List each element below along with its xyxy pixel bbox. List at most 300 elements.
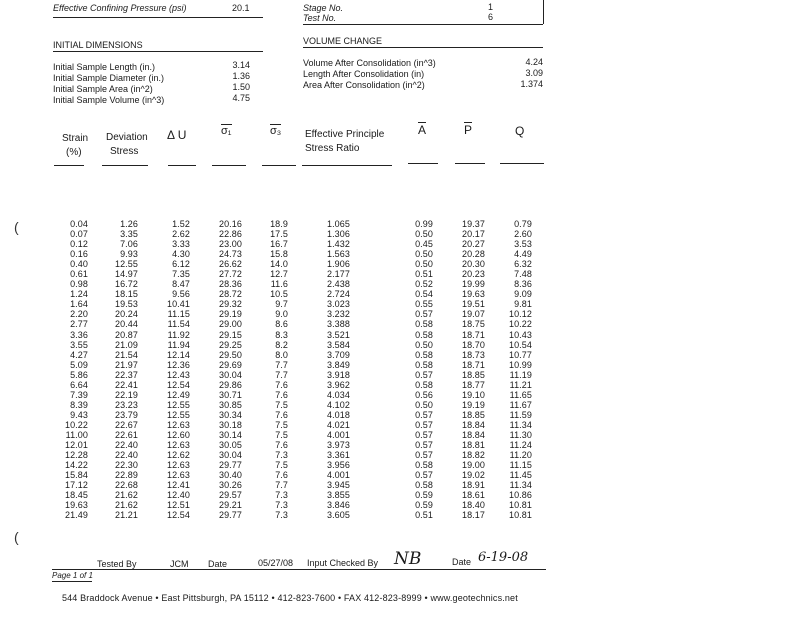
s3-cell: 15.8 [270, 249, 288, 260]
ratio-cell: 3.023 [326, 299, 350, 310]
p-cell: 18.91 [461, 480, 485, 491]
strain-cell: 4.27 [70, 349, 88, 360]
strain-cell: 14.22 [64, 460, 88, 471]
q-column [497, 219, 532, 520]
stage-label: Stage No. [303, 3, 344, 13]
ratio-cell: 3.388 [326, 319, 350, 330]
strain-header-label: Strain [62, 133, 89, 144]
pressure-underline [53, 17, 263, 18]
header-rule [302, 165, 392, 166]
a-cell: 0.50 [415, 399, 433, 410]
p-cell: 18.71 [461, 329, 485, 340]
s1-cell: 28.36 [218, 279, 242, 290]
q-cell: 10.22 [508, 319, 532, 330]
p-cell: 19.07 [461, 309, 485, 320]
ratio-cell: 3.849 [326, 359, 350, 370]
delta-u-header: Δ U [167, 128, 187, 142]
p-cell: 19.37 [461, 219, 485, 229]
s3-cell: 7.5 [275, 429, 288, 440]
q-cell: 11.65 [509, 389, 532, 400]
p-cell: 18.70 [461, 339, 485, 350]
s3-cell: 11.6 [270, 279, 288, 290]
du-cell: 12.54 [166, 510, 190, 521]
strain-cell: 5.86 [70, 369, 88, 380]
a-cell: 0.58 [415, 460, 433, 471]
s3-cell: 7.7 [275, 480, 288, 491]
initial-heading-underline [53, 51, 263, 52]
p-cell: 18.77 [461, 379, 485, 390]
a-cell: 0.57 [415, 309, 433, 320]
volume-value: 1.374 [520, 79, 543, 89]
s3-cell: 7.6 [275, 379, 288, 390]
q-cell: 10.12 [508, 309, 532, 320]
ratio-cell: 3.232 [326, 309, 350, 320]
du-cell: 12.51 [166, 500, 190, 511]
header-box-edge [543, 0, 544, 24]
confining-pressure-label: Effective Confining Pressure (psi) [53, 3, 187, 13]
strain-cell: 3.55 [70, 339, 88, 350]
s3-cell: 14.0 [270, 259, 288, 270]
du-cell: 12.43 [166, 369, 190, 380]
s1-cell: 29.77 [218, 460, 242, 471]
strain-cell: 5.09 [70, 359, 88, 370]
q-cell: 4.49 [514, 249, 532, 260]
ratio-cell: 3.855 [326, 490, 350, 501]
q-cell: 8.36 [514, 279, 532, 290]
deviation-cell: 22.40 [114, 450, 138, 461]
deviation-cell: 22.19 [114, 389, 138, 400]
s1-cell: 30.18 [218, 419, 242, 430]
a-cell: 0.58 [415, 480, 433, 491]
punch-hole-mark: ( [14, 529, 19, 545]
ratio-cell: 3.945 [326, 480, 350, 491]
p-cell: 18.61 [461, 490, 485, 501]
deviation-cell: 12.55 [114, 259, 138, 270]
deviation-cell: 23.79 [114, 409, 138, 420]
du-cell: 8.47 [172, 279, 190, 290]
a-cell: 0.54 [415, 289, 433, 300]
s3-cell: 8.0 [275, 349, 288, 360]
strain-cell: 0.07 [70, 229, 88, 240]
deviation-header [106, 131, 148, 159]
q-cell: 11.24 [509, 440, 532, 451]
q-cell: 10.54 [508, 339, 532, 350]
date-label: Date [208, 559, 228, 569]
strain-cell: 18.45 [64, 490, 88, 501]
tested-by-label: Tested By [97, 559, 137, 569]
header-rule [54, 165, 84, 166]
sigma1-column [208, 219, 242, 520]
q-cell: 10.81 [508, 510, 532, 521]
s1-cell: 23.00 [218, 239, 242, 250]
deviation-cell: 22.30 [114, 460, 138, 471]
deviation-cell: 21.62 [114, 490, 138, 501]
du-cell: 11.94 [167, 339, 190, 350]
a-cell: 0.58 [415, 359, 433, 370]
deviation-cell: 7.06 [120, 239, 138, 250]
strain-cell: 0.40 [70, 259, 88, 270]
ratio-cell: 3.918 [326, 369, 350, 380]
strain-cell: 6.64 [70, 379, 88, 390]
q-cell: 9.81 [514, 299, 532, 310]
deviation-cell: 19.53 [114, 299, 138, 310]
page-underline [52, 581, 92, 582]
p-cell: 19.19 [461, 399, 485, 410]
strain-cell: 12.01 [64, 440, 88, 451]
test-underline [303, 24, 543, 25]
strain-cell: 0.98 [70, 279, 88, 290]
q-cell: 11.20 [509, 450, 532, 461]
test-value: 6 [488, 12, 494, 22]
s1-cell: 30.05 [218, 440, 242, 451]
s3-cell: 7.3 [275, 490, 288, 501]
s1-cell: 29.69 [218, 359, 242, 370]
ratio-cell: 3.521 [326, 329, 350, 340]
du-cell: 12.41 [166, 480, 190, 491]
a-cell: 0.51 [415, 510, 433, 521]
s1-cell: 30.40 [218, 470, 242, 481]
ratio-cell: 1.906 [326, 259, 350, 270]
q-cell: 0.79 [514, 219, 532, 229]
header-rule [262, 165, 296, 166]
a-cell: 0.55 [415, 299, 433, 310]
initial-dimensions-heading: INITIAL DIMENSIONS [53, 40, 143, 50]
s1-cell: 29.57 [218, 490, 242, 501]
s3-cell: 7.3 [275, 500, 288, 511]
p-cell: 19.10 [461, 389, 485, 400]
q-cell: 9.09 [514, 289, 532, 300]
p-cell: 20.30 [461, 259, 485, 270]
sigma3-header-label: σ₃ [270, 125, 282, 137]
s1-cell: 30.04 [218, 450, 242, 461]
strain-cell: 11.00 [65, 429, 88, 440]
s1-cell: 30.34 [218, 409, 242, 420]
ratio-header [305, 128, 384, 156]
du-cell: 12.55 [166, 409, 190, 420]
input-checked-label: Input Checked By [307, 558, 379, 568]
a-cell: 0.56 [415, 389, 433, 400]
a-cell: 0.57 [415, 450, 433, 461]
deviation-cell: 16.72 [114, 279, 138, 290]
s3-cell: 18.9 [270, 219, 288, 229]
strain-cell: 21.49 [64, 510, 88, 521]
checked-by-signature: NB [394, 549, 422, 569]
ratio-cell: 3.605 [326, 510, 350, 521]
q-cell: 11.34 [509, 419, 532, 430]
company-address: 544 Braddock Avenue • East Pittsburgh, PA 15112 • 412-823-7600 • FAX 412-823-8999 • www.geotechnics.net [62, 593, 518, 603]
deviation-cell: 14.97 [114, 269, 138, 280]
du-cell: 7.35 [172, 269, 190, 280]
p-cell: 18.84 [461, 419, 485, 430]
sigma1-header [221, 124, 232, 137]
p-cell: 20.23 [461, 269, 485, 280]
deviation-unit: Stress [110, 146, 139, 157]
strain-cell: 10.22 [64, 419, 88, 430]
punch-hole-mark: ( [14, 219, 19, 235]
ratio-cell: 3.584 [326, 339, 350, 350]
deviation-cell: 20.24 [114, 309, 138, 320]
du-cell: 11.54 [167, 319, 190, 330]
s1-cell: 29.25 [218, 339, 242, 350]
p-cell: 18.84 [461, 429, 485, 440]
initial-label: Initial Sample Area (in^2) [53, 84, 153, 94]
s3-cell: 9.7 [275, 299, 288, 310]
p-cell: 20.28 [461, 249, 485, 260]
ratio-cell: 4.001 [326, 429, 350, 440]
strain-cell: 1.64 [70, 299, 88, 310]
s3-cell: 7.6 [275, 470, 288, 481]
deviation-cell: 22.41 [114, 379, 138, 390]
s3-cell: 7.3 [275, 450, 288, 461]
a-cell: 0.50 [415, 259, 433, 270]
initial-value: 3.14 [232, 60, 250, 70]
p-cell: 18.71 [461, 359, 485, 370]
du-cell: 12.49 [166, 389, 190, 400]
deviation-cell: 22.37 [114, 369, 138, 380]
du-cell: 11.15 [167, 309, 190, 320]
s3-cell: 7.5 [275, 399, 288, 410]
strain-cell: 0.04 [70, 219, 88, 229]
deviation-header-label: Deviation [106, 132, 148, 143]
q-cell: 11.21 [509, 379, 532, 390]
s1-cell: 29.15 [218, 329, 242, 340]
p-cell: 20.17 [461, 229, 485, 240]
du-cell: 10.41 [166, 299, 190, 310]
ratio-cell: 3.962 [326, 379, 350, 390]
a-cell: 0.58 [415, 319, 433, 330]
q-cell: 11.19 [509, 369, 532, 380]
s1-cell: 30.26 [218, 480, 242, 491]
q-cell: 10.77 [508, 349, 532, 360]
p-cell: 19.02 [461, 470, 485, 481]
deviation-cell: 21.54 [114, 349, 138, 360]
s3-cell: 7.3 [275, 510, 288, 521]
volume-values [500, 57, 543, 90]
du-cell: 12.14 [166, 349, 190, 360]
q-cell: 2.60 [514, 229, 532, 240]
deviation-cell: 21.21 [114, 510, 138, 521]
a-cell: 0.57 [415, 470, 433, 481]
a-cell: 0.58 [415, 349, 433, 360]
p-cell: 20.27 [461, 239, 485, 250]
initial-values [215, 60, 250, 104]
a-cell: 0.50 [415, 249, 433, 260]
ratio-header-label: Effective Principle [305, 129, 385, 140]
p-cell: 18.17 [461, 510, 485, 521]
s1-cell: 30.04 [218, 369, 242, 380]
ratio-cell: 4.018 [326, 409, 350, 420]
s1-cell: 30.85 [218, 399, 242, 410]
a-cell: 0.52 [415, 279, 433, 290]
s3-cell: 16.7 [270, 239, 288, 250]
du-cell: 6.12 [172, 259, 190, 270]
du-cell: 12.36 [166, 359, 190, 370]
ratio-cell: 3.709 [326, 349, 350, 360]
strain-cell: 7.39 [70, 389, 88, 400]
du-cell: 12.40 [166, 490, 190, 501]
deviation-cell: 9.93 [120, 249, 138, 260]
deviation-cell: 22.61 [114, 429, 138, 440]
s3-cell: 17.5 [270, 229, 288, 240]
ratio-cell: 3.973 [326, 440, 350, 451]
q-cell: 6.32 [514, 259, 532, 270]
a-cell: 0.57 [415, 419, 433, 430]
strain-cell: 9.43 [70, 409, 88, 420]
deviation-cell: 20.44 [114, 319, 138, 330]
s3-cell: 7.6 [275, 409, 288, 420]
deviation-column [104, 219, 138, 520]
s1-cell: 26.62 [218, 259, 242, 270]
s1-cell: 29.19 [218, 309, 242, 320]
du-cell: 12.62 [166, 450, 190, 461]
deviation-cell: 20.87 [114, 329, 138, 340]
q-cell: 11.45 [509, 470, 532, 481]
volume-change-heading: VOLUME CHANGE [303, 36, 383, 46]
s1-cell: 29.21 [218, 500, 242, 511]
deviation-cell: 18.15 [114, 289, 138, 300]
strain-cell: 2.20 [70, 309, 88, 320]
s3-cell: 10.5 [270, 289, 288, 300]
delta-u-column [160, 219, 190, 520]
date2-label: Date [452, 557, 472, 567]
strain-cell: 17.12 [64, 480, 88, 491]
volume-label: Length After Consolidation (in) [303, 69, 425, 79]
a-header [418, 122, 426, 137]
du-cell: 12.63 [166, 440, 190, 451]
deviation-cell: 22.68 [114, 480, 138, 491]
sigma3-column [262, 219, 288, 520]
a-cell: 0.57 [415, 440, 433, 451]
du-cell: 12.55 [166, 399, 190, 410]
s3-cell: 7.5 [275, 419, 288, 430]
sigma1-header-label: σ₁ [221, 125, 232, 137]
test-label: Test No. [303, 13, 337, 23]
strain-column [58, 219, 88, 520]
q-cell: 10.43 [508, 329, 532, 340]
q-header: Q [515, 124, 525, 138]
s1-cell: 29.86 [218, 379, 242, 390]
s3-cell: 7.5 [275, 460, 288, 471]
p-cell: 18.82 [461, 450, 485, 461]
initial-label: Initial Sample Diameter (in.) [53, 73, 165, 83]
volume-heading-underline [303, 47, 543, 48]
p-cell: 19.00 [461, 460, 485, 471]
sigma3-header [270, 124, 281, 137]
a-cell: 0.59 [415, 500, 433, 511]
initial-value: 1.50 [232, 82, 250, 92]
ratio-header-label2: Stress Ratio [305, 143, 360, 154]
du-cell: 4.30 [172, 249, 190, 260]
a-cell: 0.45 [415, 239, 433, 250]
q-cell: 3.53 [514, 239, 532, 250]
s1-cell: 24.73 [218, 249, 242, 260]
strain-cell: 0.16 [70, 249, 88, 260]
deviation-cell: 22.89 [114, 470, 138, 481]
s3-cell: 7.6 [275, 440, 288, 451]
date2-handwritten: 6-19-08 [478, 550, 529, 565]
deviation-cell: 3.35 [120, 229, 138, 240]
s3-cell: 7.7 [275, 369, 288, 380]
confining-pressure-value: 20.1 [232, 3, 250, 13]
strain-cell: 19.63 [64, 500, 88, 511]
p-cell: 18.85 [461, 409, 485, 420]
deviation-cell: 22.40 [114, 440, 138, 451]
stage-value: 1 [488, 2, 494, 12]
signature-rule [52, 569, 546, 570]
s3-cell: 8.6 [275, 319, 288, 330]
p-cell: 19.51 [461, 299, 485, 310]
q-cell: 7.48 [514, 269, 532, 280]
s1-cell: 22.86 [218, 229, 242, 240]
volume-label: Volume After Consolidation (in^3) [303, 58, 436, 68]
s1-cell: 30.14 [218, 429, 242, 440]
p-header [464, 122, 472, 137]
tested-by-value: JCM [170, 559, 189, 569]
ratio-cell: 3.361 [326, 450, 350, 461]
q-cell: 11.30 [509, 429, 532, 440]
ratio-cell: 1.563 [326, 249, 350, 260]
p-cell: 18.85 [461, 369, 485, 380]
strain-cell: 8.39 [70, 399, 88, 410]
strain-cell: 0.61 [70, 269, 88, 280]
deviation-cell: 22.67 [114, 419, 138, 430]
a-cell: 0.99 [415, 219, 433, 229]
a-cell: 0.58 [415, 329, 433, 340]
deviation-cell: 21.62 [114, 500, 138, 511]
volume-value: 3.09 [525, 68, 543, 78]
deviation-cell: 23.23 [114, 399, 138, 410]
s1-cell: 28.72 [218, 289, 242, 300]
p-header-label: P [464, 123, 473, 137]
header-rule [500, 163, 544, 164]
du-cell: 2.62 [172, 229, 190, 240]
s3-cell: 7.7 [275, 359, 288, 370]
a-cell: 0.57 [415, 409, 433, 420]
volume-labels [303, 58, 436, 91]
a-cell: 0.59 [415, 490, 433, 501]
initial-value: 1.36 [232, 71, 250, 81]
p-cell: 18.81 [461, 440, 485, 451]
q-cell: 10.86 [508, 490, 532, 501]
du-cell: 1.52 [172, 219, 190, 229]
initial-value: 4.75 [232, 93, 250, 103]
du-cell: 12.63 [166, 419, 190, 430]
du-cell: 3.33 [172, 239, 190, 250]
volume-value: 4.24 [525, 57, 543, 67]
a-cell: 0.51 [415, 269, 433, 280]
strain-cell: 15.84 [64, 470, 88, 481]
s1-cell: 30.71 [218, 389, 242, 400]
date-value: 05/27/08 [258, 558, 294, 568]
deviation-cell: 21.09 [114, 339, 138, 350]
header-rule [455, 163, 485, 164]
a-header-label: A [418, 123, 427, 137]
du-cell: 12.60 [166, 429, 190, 440]
header-rule [408, 163, 438, 164]
q-cell: 10.81 [508, 500, 532, 511]
du-cell: 9.56 [172, 289, 190, 300]
header-rule [212, 165, 246, 166]
ratio-cell: 2.438 [326, 279, 350, 290]
s1-cell: 29.77 [218, 510, 242, 521]
deviation-cell: 1.26 [120, 219, 138, 229]
p-cell: 19.63 [461, 289, 485, 300]
s1-cell: 20.16 [218, 219, 242, 229]
strain-cell: 2.77 [70, 319, 88, 330]
du-cell: 11.92 [167, 329, 190, 340]
q-cell: 11.59 [509, 409, 532, 420]
s3-cell: 7.6 [275, 389, 288, 400]
